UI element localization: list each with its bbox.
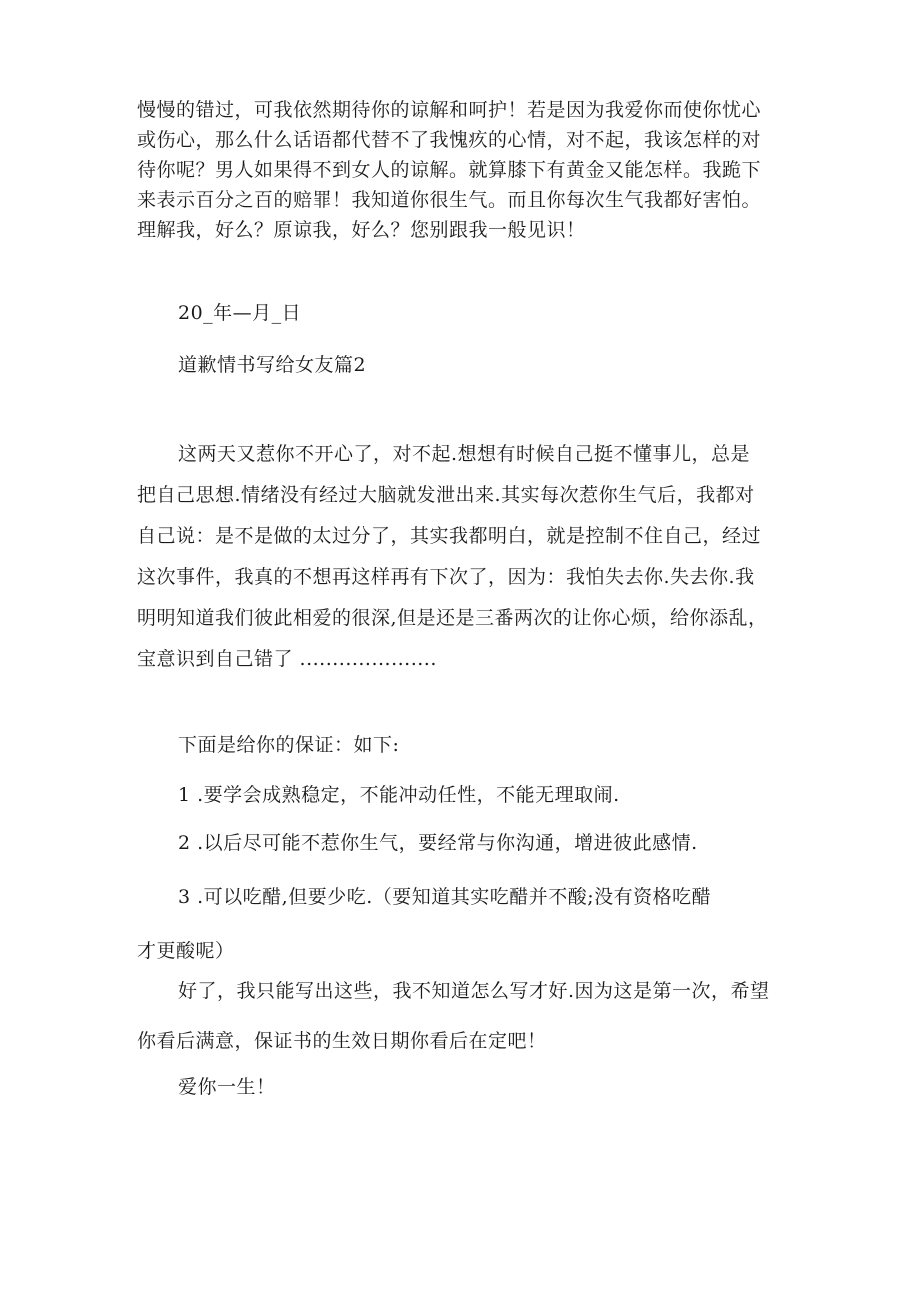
- intro-line: 待你呢？男人如果得不到女人的谅解。就算膝下有黄金又能怎样。我跪下: [137, 159, 762, 181]
- intro-line: 慢慢的错过，可我依然期待你的谅解和呵护！若是因为我爱你而使你忧心: [137, 99, 762, 121]
- apology-paragraph: [137, 434, 787, 680]
- paragraph-line: 才更酸呢）: [137, 940, 235, 962]
- paragraph-line: 这两天又惹你不开心了，对不起.想想有时候自己挺不懂事儿，总是: [178, 443, 751, 465]
- closing-paragraph: [137, 966, 787, 1066]
- intro-line: 来表示百分之百的赔罪！我知道你很生气。而且你每次生气我都好害怕。: [137, 189, 762, 211]
- paragraph-line: 把自己思想.情绪没有经过大脑就发泄出来.其实每次惹你生气后，我都对: [137, 484, 755, 506]
- guarantee-intro: 下面是给你的保证：如下:: [178, 734, 400, 756]
- paragraph-line: 3 .可以吃醋,但要少吃.（要知道其实吃醋并不酸;没有资格吃醋: [178, 886, 712, 908]
- paragraph-line: 好了，我只能写出这些，我不知道怎么写才好.因为这是第一次，希望: [178, 980, 770, 1002]
- paragraph-line: 明明知道我们彼此相爱的很深,但是还是三番两次的让你心烦，给你添乱，: [137, 607, 768, 629]
- signoff: 爱你一生！: [178, 1076, 276, 1098]
- intro-line: 理解我，好么？原谅我，好么？您别跟我一般见识！: [137, 219, 586, 241]
- date-line: 20_年—月_日: [178, 302, 302, 324]
- intro-paragraph: [137, 95, 787, 245]
- guarantee-item-1: 1 .要学会成熟稳定，不能冲动任性，不能无理取闹.: [178, 784, 620, 806]
- paragraph-line: 你看后满意，保证书的生效日期你看后在定吧！: [137, 1030, 547, 1052]
- section-title: 道歉情书写给女友篇2: [178, 354, 367, 376]
- paragraph-line: 宝意识到自己错了 .....................: [137, 648, 437, 670]
- paragraph-line: 自己说：是不是做的太过分了，其实我都明白，就是控制不住自己，经过: [137, 525, 762, 547]
- guarantee-item-3: [137, 870, 787, 978]
- intro-line: 或伤心，那么什么话语都代替不了我愧疚的心情，对不起，我该怎样的对: [137, 129, 762, 151]
- paragraph-line: 这次事件，我真的不想再这样再有下次了，因为：我怕失去你.失去你.我: [137, 566, 755, 588]
- guarantee-item-2: 2 .以后尽可能不惹你生气，要经常与你沟通，增进彼此感情.: [178, 832, 698, 854]
